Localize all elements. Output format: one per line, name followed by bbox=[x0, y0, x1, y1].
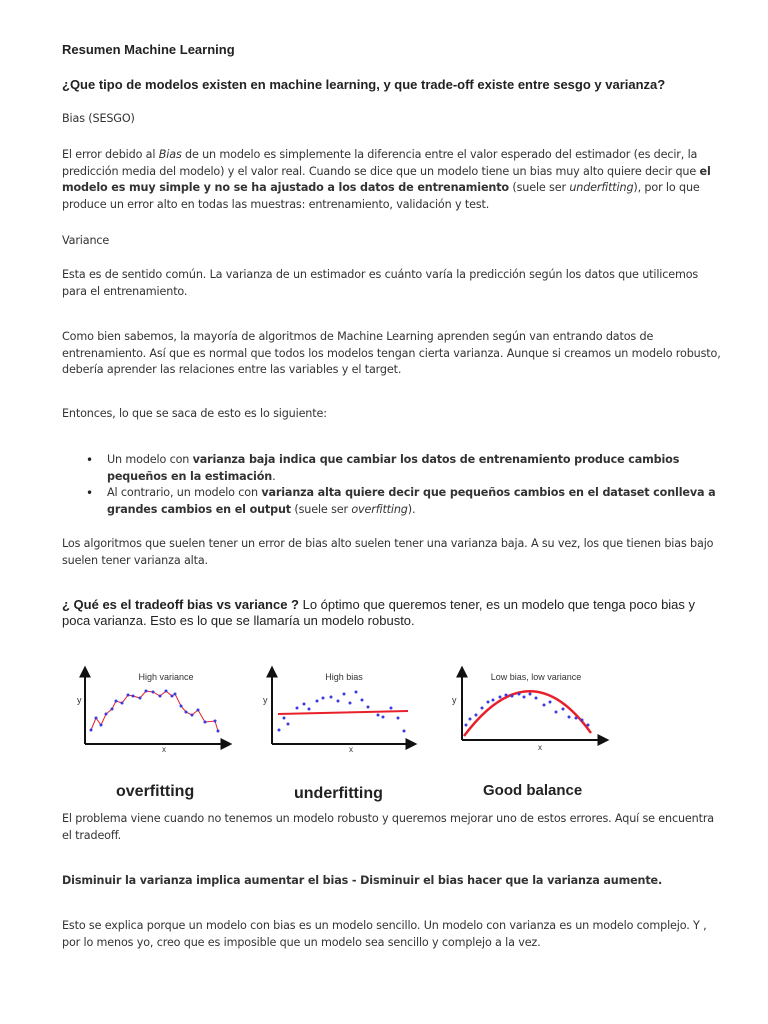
underfit-line bbox=[278, 711, 408, 714]
panel-high-variance bbox=[77, 668, 230, 754]
panel-title-good-balance: Low bias, low variance bbox=[490, 672, 582, 682]
variance-heading: Variance bbox=[62, 234, 110, 247]
x-axis-label: x bbox=[349, 745, 353, 754]
bias-heading: Bias (SESGO) bbox=[62, 112, 135, 125]
panel-good-balance bbox=[452, 668, 607, 752]
variance-paragraph-2: Como bien sabemos, la mayoría de algoritmos de Machine Learning aprenden según van entrando datos de entrenamiento. Así que es normal que todos los modelos tengan cierta varianza. Aunque si creamos un modelo robusto, debería aprender las relaciones entre las variables y el target. bbox=[62, 330, 721, 376]
y-axis-label: y bbox=[263, 695, 268, 705]
panel-title-high-bias: High bias bbox=[325, 672, 363, 682]
then-line: Entonces, lo que se saca de esto es lo siguiente: bbox=[62, 407, 327, 420]
conclusions-list bbox=[86, 452, 726, 518]
list-item-low-variance: • Un modelo con varianza baja indica que cambiar los datos de entrenamiento produce cambios pequeños en la estimación. bbox=[86, 452, 726, 485]
x-axis-label: x bbox=[162, 745, 166, 754]
tradeoff-rule: Disminuir la varianza implica aumentar el bias - Disminuir el bias hacer que la varianza aumente. bbox=[62, 874, 663, 887]
closing-paragraph: Esto se explica porque un modelo con bias es un modelo sencillo. Un modelo con varianza es un modelo complejo. Y , por lo menos yo, creo que es imposible que un modelo sea sencillo y complejo a la vez. bbox=[62, 919, 707, 949]
main-question: ¿Que tipo de modelos existen en machine learning, y que trade-off existe entre sesgo y varianza? bbox=[62, 77, 666, 92]
tradeoff-paragraph: ¿ Qué es el tradeoff bias vs variance ? Lo óptimo que queremos tener, es un modelo que tenga poco bias y poca varianza. Esto es lo que se llamaría un modelo robusto. bbox=[62, 597, 696, 628]
variance-paragraph-1: Esta es de sentido común. La varianza de un estimador es cuánto varía la predicción según los datos que utilicemos para el entrenamiento. bbox=[62, 268, 699, 298]
y-axis-label: y bbox=[452, 695, 457, 705]
x-axis-label: x bbox=[538, 743, 542, 752]
good-fit-curve bbox=[464, 691, 591, 736]
algorithms-paragraph: Los algoritmos que suelen tener un error de bias alto suelen tener una varianza baja. A su vez, los que tienen bias bajo suelen tener varianza alta. bbox=[62, 537, 714, 567]
y-axis-label: y bbox=[77, 695, 82, 705]
caption-underfitting: underfitting bbox=[294, 785, 383, 802]
problem-paragraph: El problema viene cuando no tenemos un modelo robusto y queremos mejorar uno de estos errores. Aquí se encuentra el tradeoff. bbox=[62, 812, 714, 842]
panel-high-bias bbox=[263, 668, 415, 754]
caption-overfitting: overfitting bbox=[116, 783, 195, 800]
document-title: Resumen Machine Learning bbox=[62, 42, 235, 57]
bias-paragraph: El error debido al Bias de un modelo es simplemente la diferencia entre el valor esperado del estimador (es decir, la predicción media del modelo) y el valor real. Cuando se dice que un modelo tiene un bias muy alto quiere decir que el modelo es muy simple y no se ha ajustado a los datos de entrenamiento (suele ser underfitting), por lo que produce un error alto en todas las muestras: entrenamiento, validación y test. bbox=[62, 148, 711, 211]
caption-good-balance: Good balance bbox=[483, 782, 583, 799]
panel-title-high-variance: High variance bbox=[138, 672, 194, 682]
list-item-high-variance: • Al contrario, un modelo con varianza alta quiere decir que pequeños cambios en el dataset conlleva a grandes cambios en el output (suele ser overfitting). bbox=[86, 485, 726, 518]
